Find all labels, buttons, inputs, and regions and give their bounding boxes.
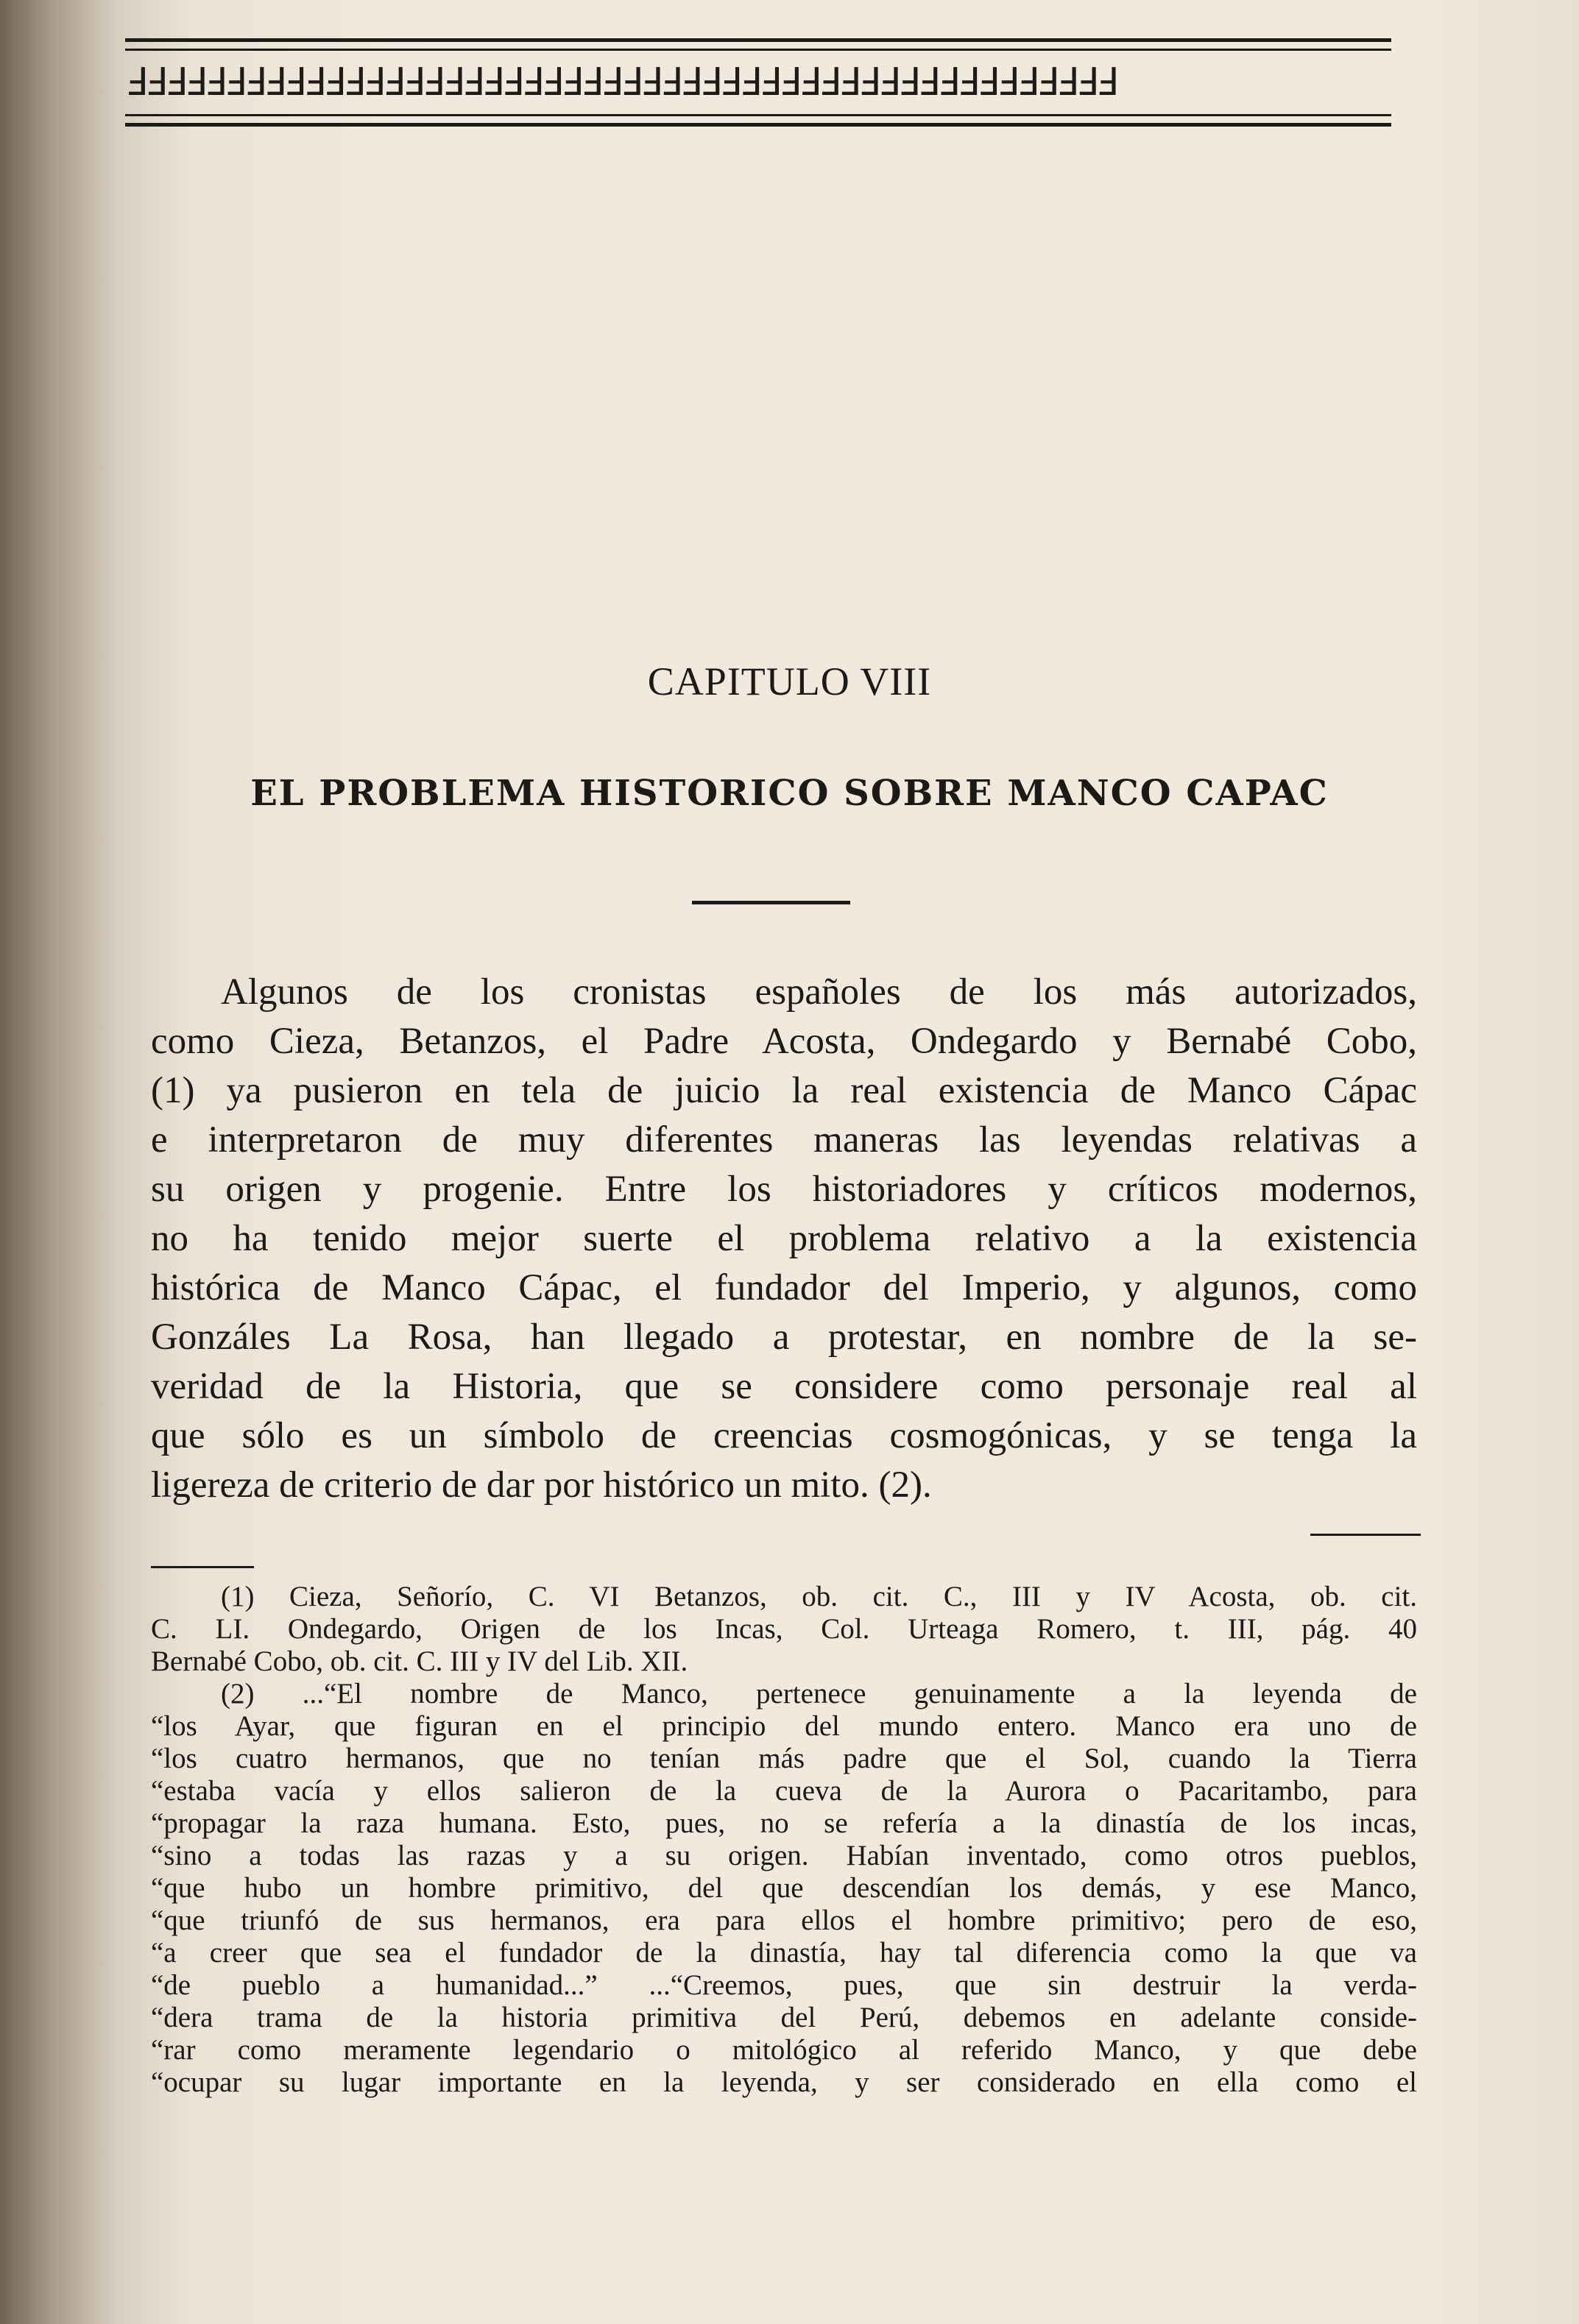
footnotes <box>151 1581 1417 2099</box>
footnote-line: “dera trama de la historia primitiva del Perú, debemos en adelante conside- <box>151 2002 1417 2033</box>
body-line: como Cieza, Betanzos, el Padre Acosta, Ondegardo y Bernabé Cobo, <box>151 1021 1417 1062</box>
footnote-line: Bernabé Cobo, ob. cit. C. III y IV del Lib. XII. <box>151 1645 688 1677</box>
footnote-line: “a creer que sea el fundador de la dinastía, hay tal diferencia como la que va <box>151 1937 1417 1969</box>
greek-key-header-ornament <box>125 38 1391 127</box>
body-line: ligereza de criterio de dar por histórico un mito. (2). <box>151 1464 932 1506</box>
title-divider <box>692 901 850 904</box>
footnote-line: C. LI. Ondegardo, Origen de los Incas, Col. Urteaga Romero, t. III, pág. 40 <box>151 1613 1417 1645</box>
chapter-title: EL PROBLEMA HISTORICO SOBRE MANCO CAPAC <box>250 773 1329 814</box>
footnote-line: “rar como meramente legendario o mitológico al referido Manco, y que debe <box>151 2034 1417 2066</box>
footnote-line: (1) Cieza, Señorío, C. VI Betanzos, ob. cit. C., III y IV Acosta, ob. cit. <box>221 1581 1417 1612</box>
body-line: Gonzáles La Rosa, han llegado a protestar, en nombre de la se- <box>151 1317 1417 1358</box>
footnote-line: “sino a todas las razas y a su origen. Habían inventado, como otros pueblos, <box>151 1840 1417 1871</box>
footnote-line: “estaba vacía y ellos salieron de la cueva de la Aurora o Pacaritambo, para <box>151 1775 1417 1807</box>
ornament-top-rule <box>125 38 1391 42</box>
footnote-line: “de pueblo a humanidad...” ...“Creemos, pues, que sin destruir la verda- <box>151 1969 1417 2001</box>
chapter-heading: CAPITULO VIII <box>647 659 932 704</box>
body-line: que sólo es un símbolo de creencias cosmogónicas, y se tenga la <box>151 1415 1417 1456</box>
body-paragraph <box>151 968 1417 1510</box>
body-line: (1) ya pusieron en tela de juicio la real existencia de Manco Cápac <box>151 1070 1417 1111</box>
body-line: Algunos de los cronistas españoles de los más autorizados, <box>221 971 1417 1013</box>
footnote-line: “ocupar su lugar importante en la leyenda, y ser considerado en ella como el <box>151 2066 1417 2098</box>
body-line: su origen y progenie. Entre los historiadores y críticos modernos, <box>151 1169 1417 1210</box>
body-line: e interpretaron de muy diferentes maneras las leyendas relativas a <box>151 1119 1417 1161</box>
body-line: no ha tenido mejor suerte el problema relativo a la existencia <box>151 1218 1417 1259</box>
footnote-line: “los Ayar, que figuran en el principio del mundo entero. Manco era uno de <box>151 1710 1417 1742</box>
footnote-line: “que hubo un hombre primitivo, del que descendían los demás, y ese Manco, <box>151 1872 1417 1904</box>
body-line: veridad de la Historia, que se considere como personaje real al <box>151 1366 1417 1407</box>
paragraph-end-rule <box>1310 1534 1421 1536</box>
footnote-separator <box>151 1566 254 1568</box>
footnote-line: “los cuatro hermanos, que no tenían más padre que el Sol, cuando la Tierra <box>151 1743 1417 1774</box>
footnote-line: (2) ...“El nombre de Manco, pertenece genuinamente a la leyenda de <box>221 1678 1417 1710</box>
body-line: histórica de Manco Cápac, el fundador del Imperio, y algunos, como <box>151 1267 1417 1308</box>
greek-key-band: ℲℲℲℲℲℲℲℲℲℲℲℲℲℲℲℲℲℲℲℲℲℲℲℲℲℲℲℲℲℲℲℲℲℲℲℲℲℲℲℲℲℲℲℲℲℲℲℲℲℲ <box>125 60 1116 104</box>
footnote-line: “propagar la raza humana. Esto, pues, no se refería a la dinastía de los incas, <box>151 1807 1417 1839</box>
ornament-top-inner-rule <box>125 49 1391 51</box>
ornament-bottom-rule <box>125 123 1391 127</box>
footnote-line: “que triunfó de sus hermanos, era para ellos el hombre primitivo; pero de eso, <box>151 1905 1417 1936</box>
ornament-bottom-inner-rule <box>125 114 1391 116</box>
